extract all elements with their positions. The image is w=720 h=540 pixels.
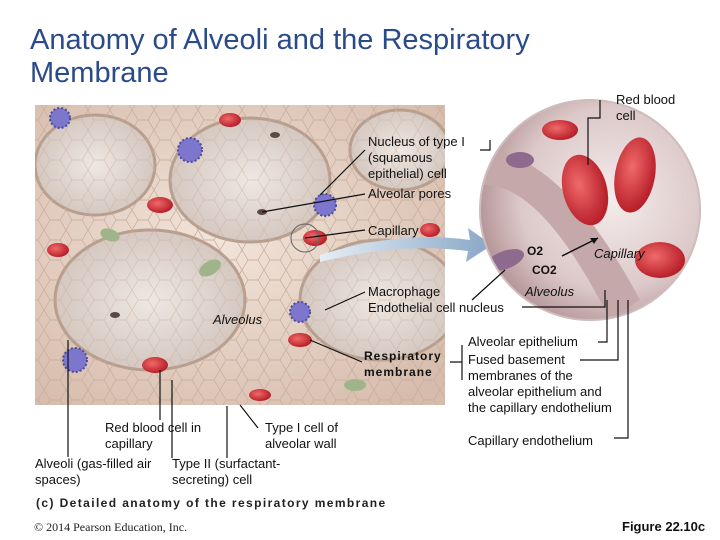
label-fused-basement: Fused basement membranes of the alveolar epithelium and the capillary endothelium <box>468 352 612 415</box>
label-capillary-inset: Capillary <box>594 246 645 261</box>
figure-caption: (c) Detailed anatomy of the respiratory membrane <box>36 496 387 510</box>
label-alveolus: Alveolus <box>213 312 263 327</box>
page-title: Anatomy of Alveoli and the Respiratory Membrane <box>30 24 530 89</box>
copyright-notice: © 2014 Pearson Education, Inc. <box>34 520 188 534</box>
label-alveolus-inset: Alveolus <box>525 284 575 299</box>
label-endothelial-nucleus: Endothelial cell nucleus <box>368 300 504 315</box>
label-capillary: Capillary <box>368 223 419 238</box>
label-co2: CO2 <box>532 263 557 277</box>
label-o2: O2 <box>527 244 544 258</box>
respiratory-membrane-inset <box>480 100 700 320</box>
label-capillary-endothelium: Capillary endothelium <box>468 433 594 448</box>
figure-number: Figure 22.10c <box>622 519 706 534</box>
label-alveolar-pores: Alveolar pores <box>368 186 452 201</box>
label-red-blood-cell: Red blood cell <box>616 92 676 123</box>
label-respiratory-membrane: Respiratory membrane <box>364 349 442 379</box>
label-rbc-in-capillary: Red blood cell in capillary <box>105 420 202 451</box>
label-nucleus-type1: Nucleus of type I (squamous epithelial) cell <box>368 134 465 181</box>
label-macrophage: Macrophage <box>368 284 441 299</box>
label-alveolar-epithelium: Alveolar epithelium <box>468 334 578 349</box>
label-type2-cell: Type II (surfactant-secreting) cell <box>172 456 281 487</box>
label-type1-cell: Type I cell of alveolar wall <box>265 420 338 451</box>
label-alveoli-gas: Alveoli (gas-filled air spaces) <box>35 456 152 487</box>
